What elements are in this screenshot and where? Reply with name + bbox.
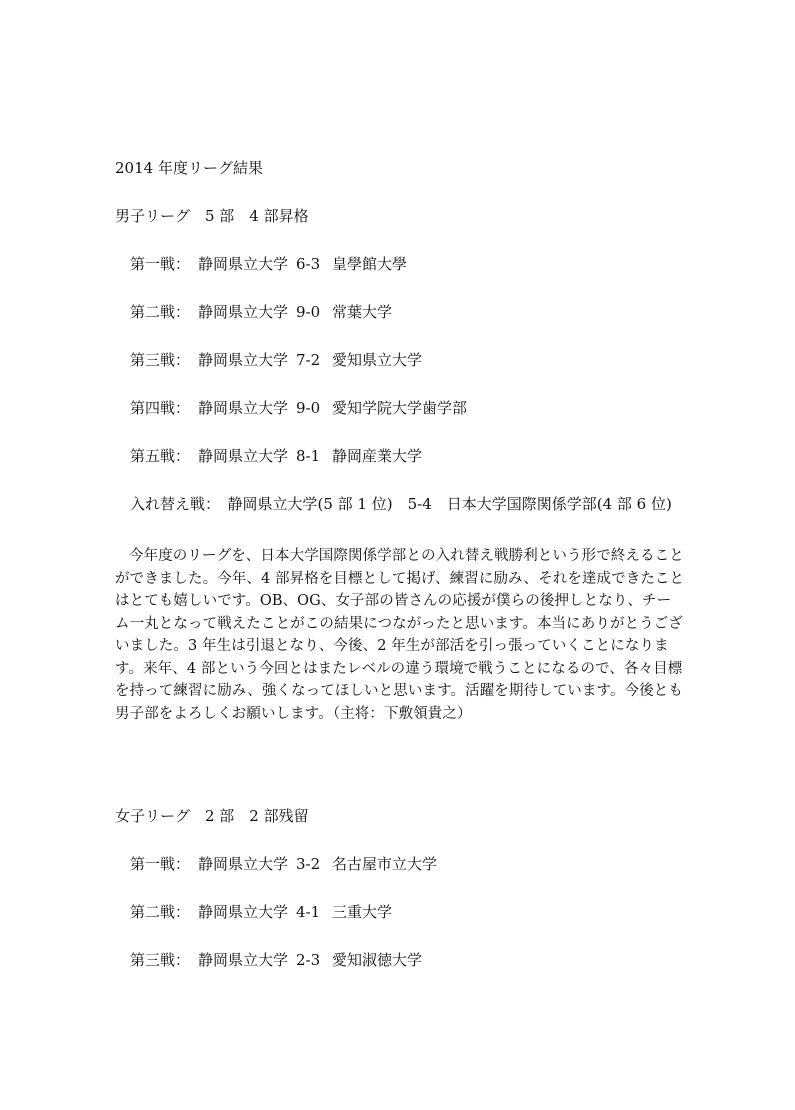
match-home-team: 静岡県立大学 [198, 951, 289, 969]
match-opponent: 皇學館大學 [332, 255, 408, 273]
match-label: 第五戦： [130, 447, 191, 465]
match-home-team: 静岡県立大学 [198, 351, 289, 369]
women-match-row [130, 854, 437, 874]
men-league-heading: 男子リーグ 5 部 4 部昇格 [115, 207, 309, 225]
match-label: 第二戦： [130, 303, 191, 321]
match-score: 3-2 [296, 855, 321, 873]
men-match-row [130, 446, 422, 466]
page-title: 2014 年度リーグ結果 [115, 159, 263, 177]
match-opponent: 名古屋市立大学 [332, 855, 438, 873]
match-score: 6-3 [296, 255, 321, 273]
match-home-team: 静岡県立大学 [198, 855, 289, 873]
match-label: 第四戦： [130, 399, 191, 417]
match-opponent: 常葉大学 [332, 303, 393, 321]
match-label: 第二戦： [130, 903, 191, 921]
women-league-heading: 女子リーグ 2 部 2 部残留 [115, 807, 309, 825]
match-score: 7-2 [296, 351, 321, 369]
match-opponent: 愛知淑徳大学 [332, 951, 423, 969]
men-match-row [130, 350, 422, 370]
men-match-row [130, 254, 407, 274]
match-home-team: 静岡県立大学 [198, 255, 289, 273]
match-opponent: 愛知県立大学 [332, 351, 423, 369]
match-label: 第三戦： [130, 351, 191, 369]
match-label: 第一戦： [130, 855, 191, 873]
men-match-row [130, 398, 467, 418]
match-opponent: 愛知学院大学歯学部 [332, 399, 468, 417]
match-opponent: 三重大学 [332, 903, 393, 921]
match-opponent: 静岡産業大学 [332, 447, 423, 465]
match-label: 第三戦： [130, 951, 191, 969]
women-match-row [130, 902, 392, 922]
match-home-team: 静岡県立大学 [198, 303, 289, 321]
replacement-match: 入れ替え戦： 静岡県立大学(5 部 1 位) 5-4 日本大学国際関係学部(4 部 6 位) [130, 495, 672, 513]
match-score: 4-1 [296, 903, 321, 921]
men-match-row [130, 302, 392, 322]
match-label: 第一戦： [130, 255, 191, 273]
match-score: 9-0 [296, 399, 321, 417]
match-score: 8-1 [296, 447, 321, 465]
match-score: 9-0 [296, 303, 321, 321]
captain-comment: 今年度のリーグを、日本大学国際関係学部との入れ替え戦勝利という形で終えることができました。今年、4 部昇格を目標として掲げ、練習に励み、それを達成できたことはとても嬉しいです。OB、OG、女子部の皆さんの応援が僕らの後押しとなり、チーム一丸となって戦えたことがこの結果につながったと思います。本当にありがとうございました。3 年生は引退となり、今後、2 年生が部活を引っ張っていくことになります。来年、4 部という今回とはまたレベルの違う環境で戦うことになるので、各々目標を持って練習に励み、強くなってほしいと思います。活躍を期待しています。今後とも男子部をよろしくお願いします。（主将：下敷領貴之） [115, 548, 685, 722]
women-match-row [130, 950, 422, 970]
match-score: 2-3 [296, 951, 321, 969]
match-home-team: 静岡県立大学 [198, 447, 289, 465]
match-home-team: 静岡県立大学 [198, 903, 289, 921]
match-home-team: 静岡県立大学 [198, 399, 289, 417]
